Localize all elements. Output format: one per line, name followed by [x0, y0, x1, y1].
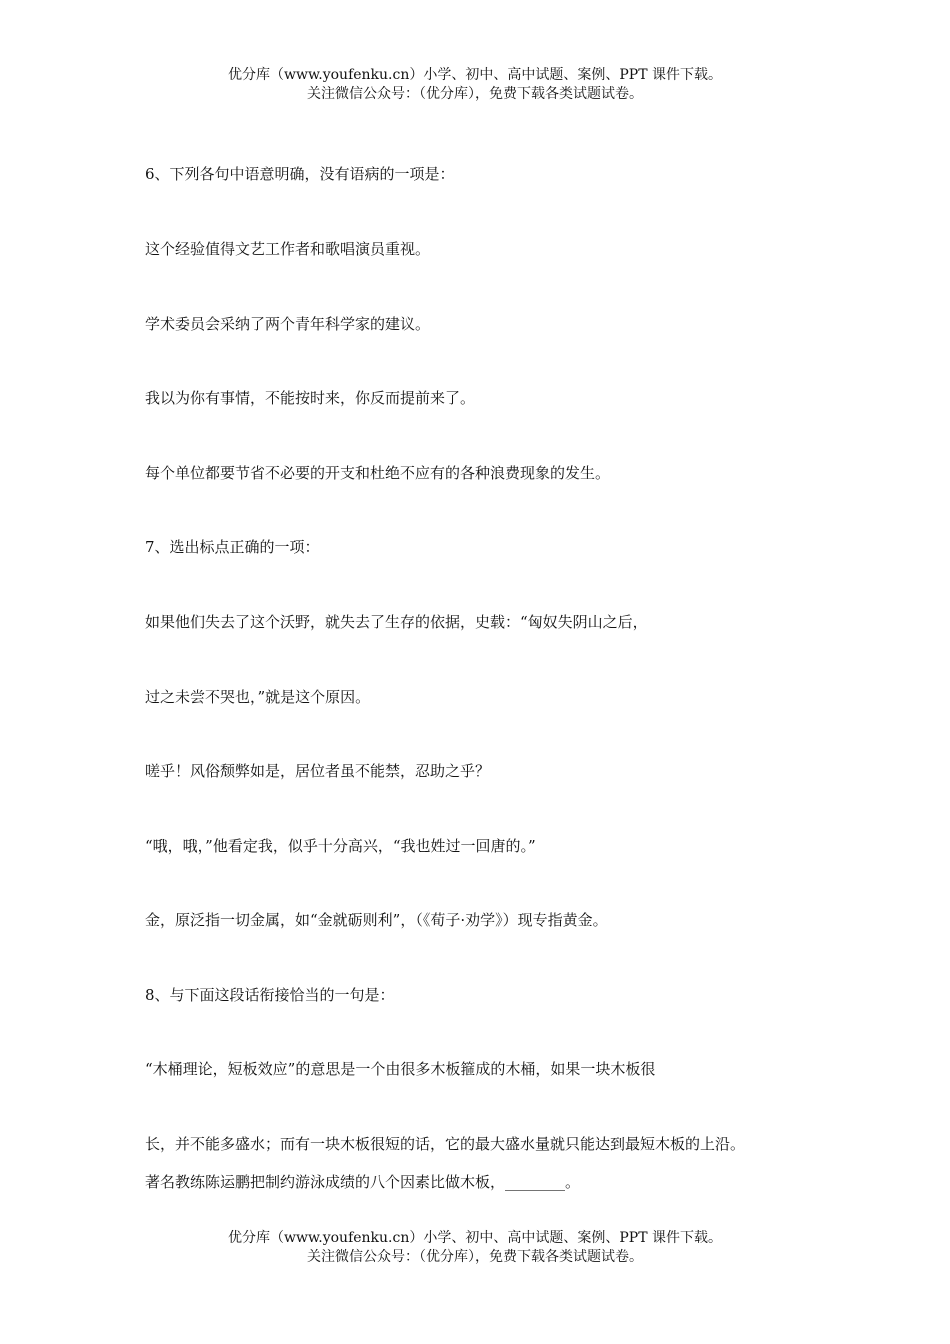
page-header	[0, 66, 950, 104]
q7-option: 过之未尝不哭也，”就是这个原因。	[145, 688, 371, 706]
q7-option: “哦，哦，”他看定我，似乎十分高兴，“我也姓过一回唐的。”	[145, 837, 536, 855]
footer-line-2: 关注微信公众号：（优分库），免费下载各类试题试卷。	[307, 1249, 643, 1265]
header-line-1: 优分库（www.youfenku.cn）小学、初中、高中试题、案例、PPT 课件下载。	[227, 67, 722, 83]
q7-option: 如果他们失去了这个沃野，就失去了生存的依据，史载：“匈奴失阴山之后，	[145, 613, 648, 631]
q8-stem: 8、与下面这段话衔接恰当的一句是：	[145, 986, 395, 1004]
q6-option: 学术委员会采纳了两个青年科学家的建议。	[145, 315, 431, 333]
q7-option: 金，原泛指一切金属，如“金就砺则利”，（《荀子·劝学》）现专指黄金。	[145, 911, 608, 929]
header-line-2: 关注微信公众号：（优分库），免费下载各类试题试卷。	[307, 86, 643, 102]
q8-passage-line: 著名教练陈运鹏把制约游泳成绩的八个因素比做木板，________。	[145, 1173, 581, 1191]
page-footer	[0, 1229, 950, 1267]
q6-option: 每个单位都要节省不必要的开支和杜绝不应有的各种浪费现象的发生。	[145, 464, 611, 482]
q6-option: 我以为你有事情，不能按时来，你反而提前来了。	[145, 389, 476, 407]
q7-stem: 7、选出标点正确的一项：	[145, 538, 320, 556]
footer-line-1: 优分库（www.youfenku.cn）小学、初中、高中试题、案例、PPT 课件下载。	[227, 1230, 722, 1246]
q6-option: 这个经验值得文艺工作者和歌唱演员重视。	[145, 240, 431, 258]
q7-option: 嗟乎！风俗颓弊如是，居位者虽不能禁，忍助之乎？	[145, 762, 491, 780]
q6-stem: 6、下列各句中语意明确，没有语病的一项是：	[145, 165, 455, 183]
q8-passage-line: “木桶理论，短板效应”的意思是一个由很多木板箍成的木桶，如果一块木板很	[145, 1060, 656, 1078]
q8-passage-line: 长，并不能多盛水；而有一块木板很短的话，它的最大盛水量就只能达到最短木板的上沿。	[145, 1135, 746, 1153]
